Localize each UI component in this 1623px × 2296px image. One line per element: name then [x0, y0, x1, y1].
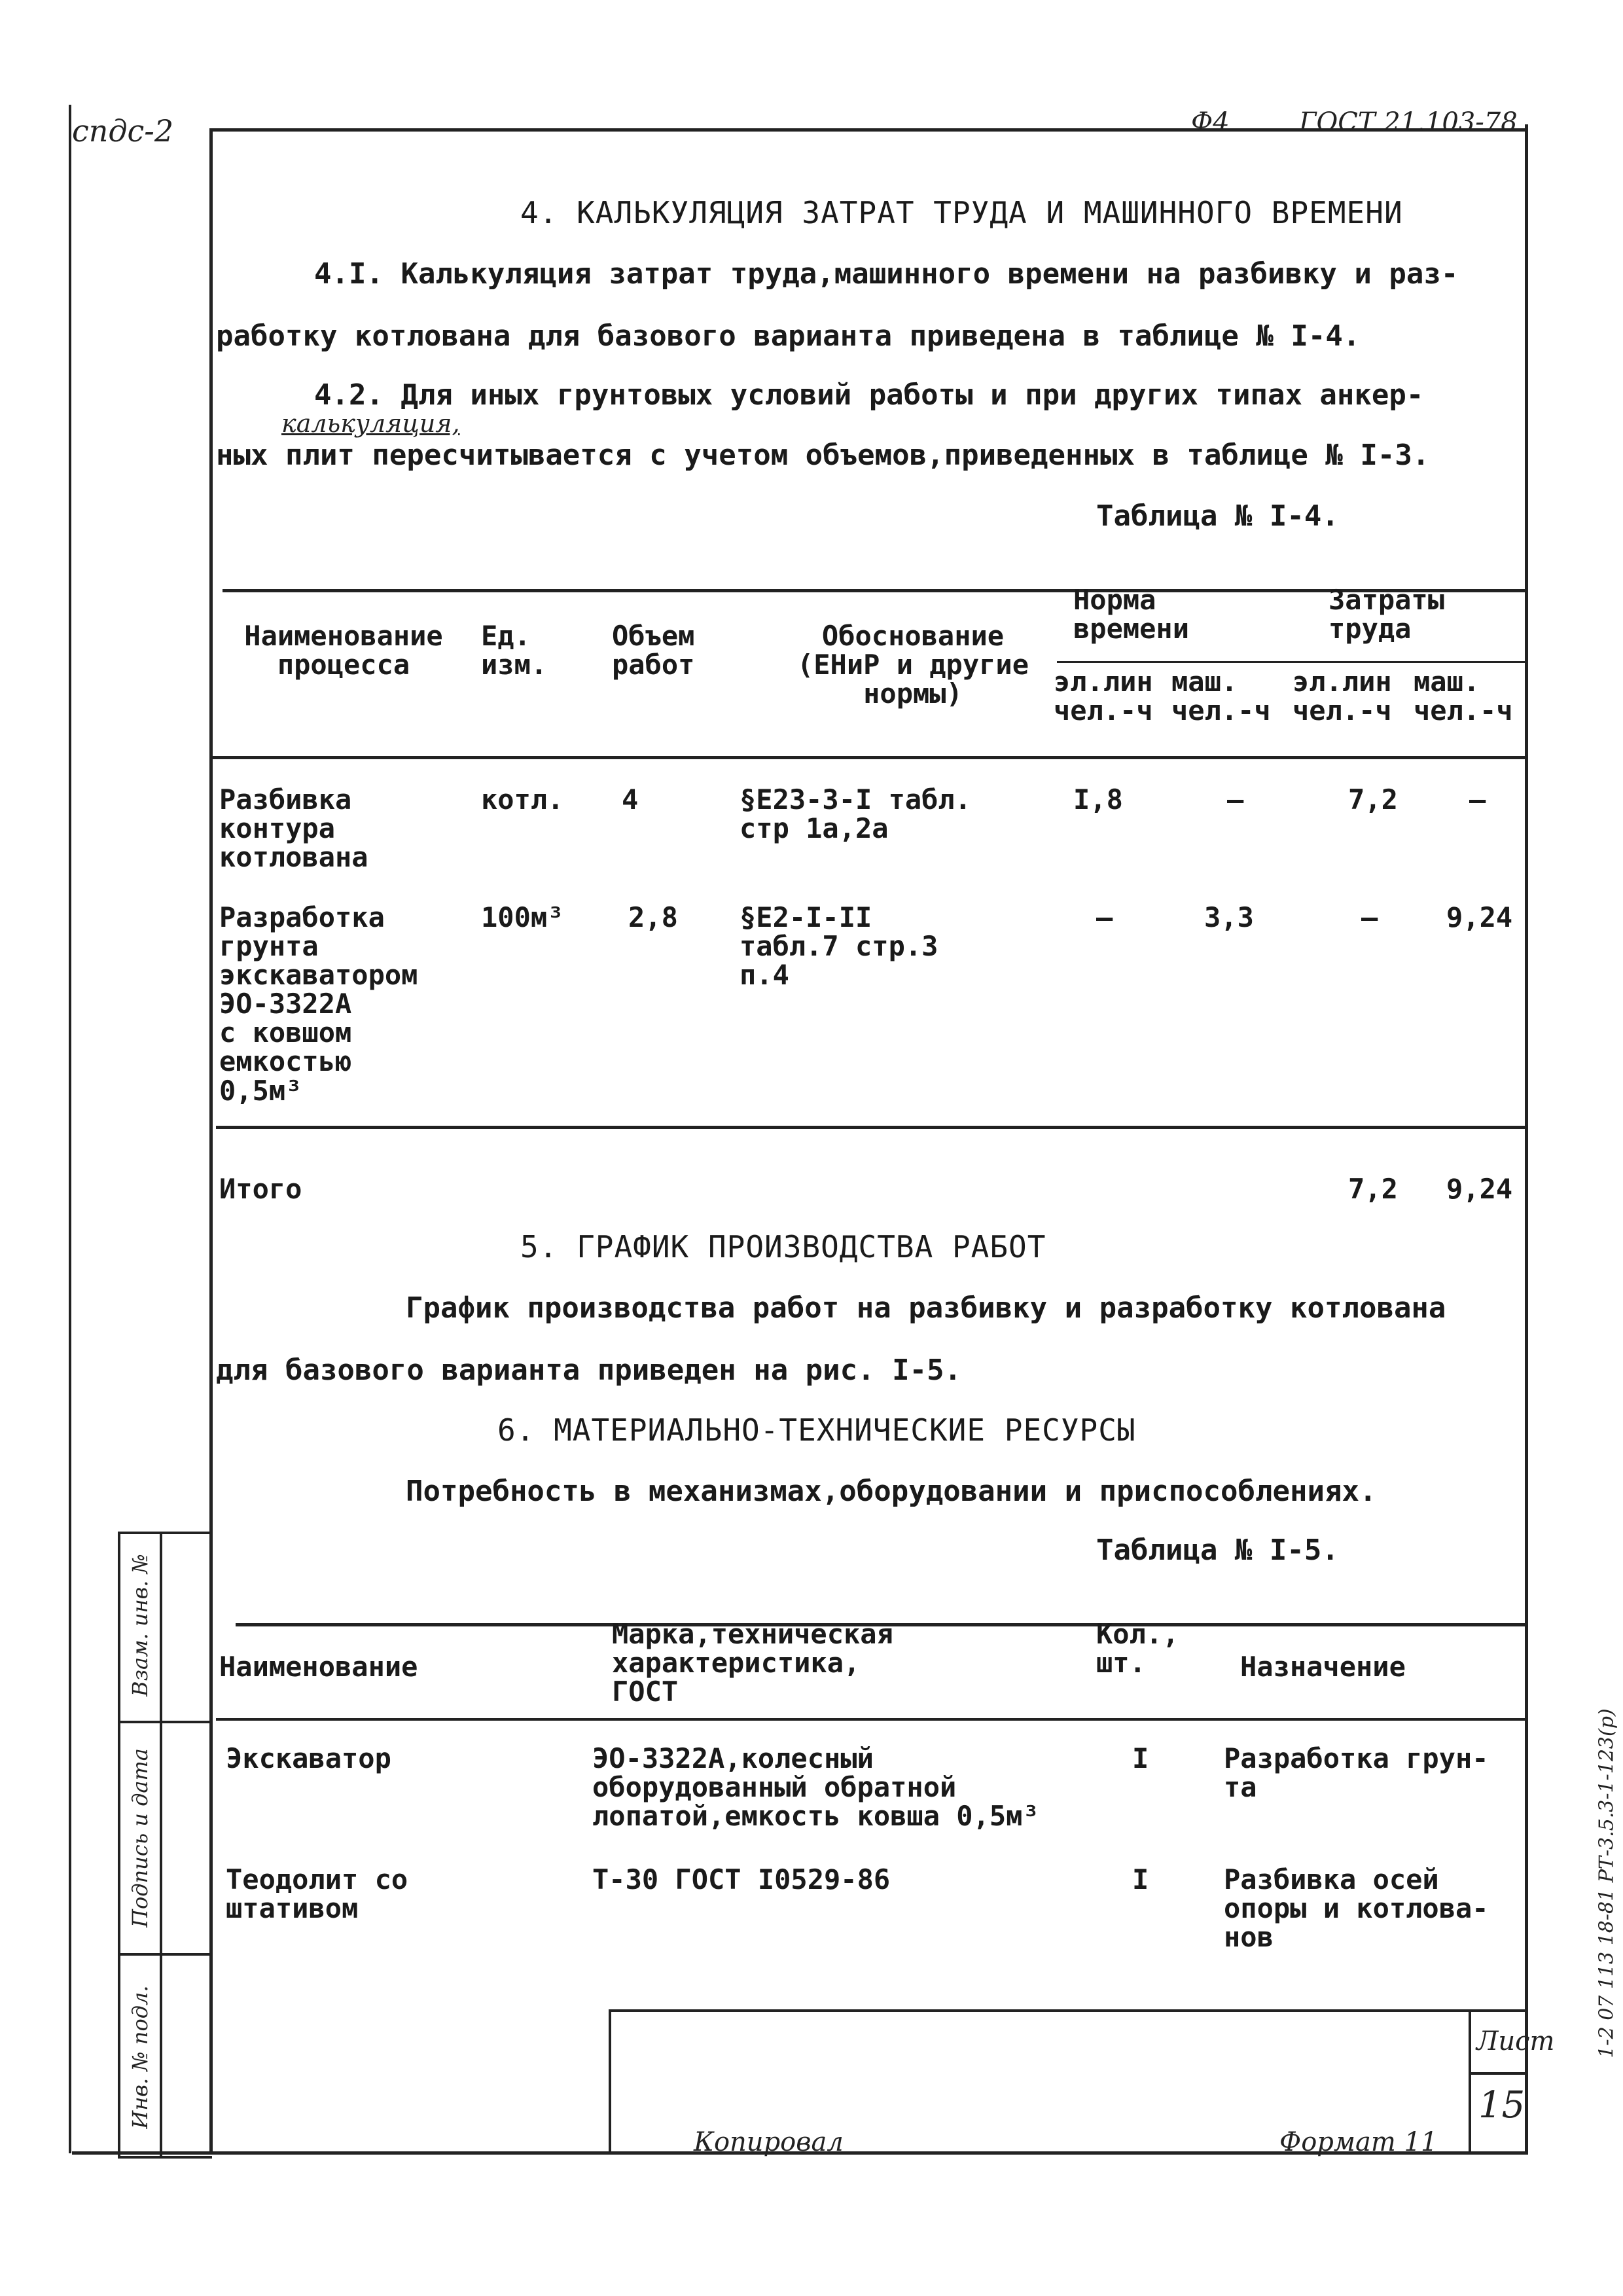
section4-p1-line2: работку котлована для базового варианта приведена в таблице № I-4.: [216, 319, 1361, 353]
t1-row1-norm-man: I,8: [1073, 783, 1123, 816]
outer-left-line: [69, 105, 71, 2153]
standard-code: ГОСТ 21.103-78: [1299, 107, 1518, 137]
t1-header-cost-sub2: маш. чел.-ч: [1414, 668, 1513, 726]
t1-total-label: Итого: [219, 1173, 302, 1205]
side-stamp-cell2: Подпись и дата: [128, 1748, 152, 1928]
t1-row1-norm-mach: –: [1227, 783, 1244, 816]
t1-header-norm-sub1: эл.лин чел.-ч: [1054, 666, 1153, 727]
section4-title: 4. КАЛЬКУЛЯЦИЯ ЗАТРАТ ТРУДА И МАШИННОГО ВРЕМЕНИ: [520, 195, 1403, 230]
t1-row2-cost-man: –: [1361, 901, 1378, 933]
t1-row2-volume: 2,8: [628, 901, 678, 933]
side-stamp: [118, 1532, 212, 2159]
t1-row1-cost-mach: –: [1469, 783, 1486, 816]
section4-p1-line1: 4.I. Калькуляция затрат труда,машинного времени на разбивку и раз-: [314, 257, 1459, 291]
t2-row2-name: Теодолит со штативом: [226, 1863, 408, 1925]
side-stamp-cell3: Инв. № подл.: [128, 1985, 152, 2129]
right-margin-code: 1-2 07 113 18-81 РТ-3.5.3-1-123(р): [1595, 1708, 1618, 2058]
sheet-number: 15: [1478, 2084, 1525, 2126]
t2-header-purpose: Назначение: [1240, 1651, 1406, 1683]
section4-p2-insert: калькуляция,: [281, 409, 460, 438]
t2-header-spec: Марка,техническая характеристика, ГОСТ: [612, 1618, 893, 1708]
table2-caption: Таблица № I-5.: [1096, 1534, 1339, 1567]
section4-p2-line2: ных плит пересчитывается с учетом объемов,приведенных в таблице № I-3.: [216, 439, 1430, 472]
t1-row2-cost-mach: 9,24: [1446, 901, 1513, 933]
section5-title: 5. ГРАФИК ПРОИЗВОДСТВА РАБОТ: [520, 1229, 1046, 1265]
sheet-label: Лист: [1476, 2026, 1555, 2056]
t1-row1-volume: 4: [622, 783, 639, 816]
t1-row1-basis: §Е23-3-I табл. стр 1а,2а: [740, 783, 972, 845]
t2-row1-qty: I: [1132, 1742, 1149, 1774]
t2-row1-spec: ЭО-3322А,колесный оборудованный обратной лопатой,емкость ковша 0,5м³: [592, 1742, 1039, 1833]
table2-header-rule: [216, 1718, 1525, 1721]
table1-bottom-rule: [216, 1126, 1525, 1129]
t1-header-norm-sub2: маш. чел.-ч: [1171, 666, 1271, 727]
t1-row2-norm-mach: 3,3: [1204, 901, 1254, 933]
t1-total-mach: 9,24: [1446, 1173, 1513, 1205]
t2-row1-name: Экскаватор: [226, 1742, 391, 1774]
format-label: Формат 11: [1279, 2127, 1438, 2157]
t2-row2-spec: Т-30 ГОСТ I0529-86: [592, 1863, 891, 1895]
table1-header-rule: [213, 756, 1525, 759]
t2-row1-purpose: Разработка грун- та: [1224, 1742, 1489, 1804]
table1-subheader-rule: [1057, 661, 1525, 663]
t1-row1-cost-man: 7,2: [1348, 783, 1398, 816]
t1-header-cost-sub1: эл.лин чел.-ч: [1293, 666, 1392, 727]
t1-row2-basis: §Е2-I-II табл.7 стр.3 п.4: [740, 901, 938, 992]
t1-header-unit: Ед. изм.: [481, 620, 548, 681]
sheet-code: Ф4: [1191, 107, 1230, 137]
frame-right-border: [1525, 124, 1528, 2153]
section5-p-line1: График производства работ на разбивку и разработку котлована: [406, 1291, 1446, 1325]
t2-header-name: Наименование: [219, 1651, 418, 1683]
t1-header-volume: Объем работ: [612, 620, 695, 681]
t2-row2-purpose: Разбивка осей опоры и котлова- нов: [1224, 1863, 1489, 1954]
table1-caption: Таблица № I-4.: [1096, 499, 1339, 533]
t2-header-qty: Кол., шт.: [1096, 1618, 1179, 1679]
t1-row1-unit: котл.: [481, 783, 564, 816]
t1-header-basis: Обоснование (ЕНиР и другие нормы): [796, 620, 1029, 710]
section6-title: 6. МАТЕРИАЛЬНО-ТЕХНИЧЕСКИЕ РЕСУРСЫ: [497, 1412, 1136, 1448]
t1-row2-norm-man: –: [1096, 901, 1113, 933]
side-stamp-cell1: Взам. инв. №: [128, 1554, 152, 1696]
top-left-code: спдс-2: [72, 113, 174, 149]
t1-row2-process: Разработка грунта экскаватором ЭО-3322А с ковшом емкостью 0,5м³: [219, 901, 418, 1107]
section6-subtitle: Потребность в механизмах,оборудовании и приспособлениях.: [406, 1475, 1377, 1508]
t1-row2-unit: 100м³: [481, 901, 564, 933]
t1-total-man: 7,2: [1348, 1173, 1398, 1205]
section4-p2-line1: 4.2. Для иных грунтовых условий работы и при других типах анкер-: [314, 378, 1424, 412]
t2-row2-qty: I: [1132, 1863, 1149, 1895]
section5-p-line2: для базового варианта приведен на рис. I-5.: [216, 1354, 962, 1387]
copied-label: Копировал: [694, 2127, 844, 2157]
t1-header-norm: Норма времени: [1073, 584, 1190, 645]
t1-header-process: Наименование процесса: [244, 620, 443, 681]
t1-header-cost: Затраты труда: [1329, 584, 1445, 645]
t1-row1-process: Разбивка контура котлована: [219, 783, 368, 874]
